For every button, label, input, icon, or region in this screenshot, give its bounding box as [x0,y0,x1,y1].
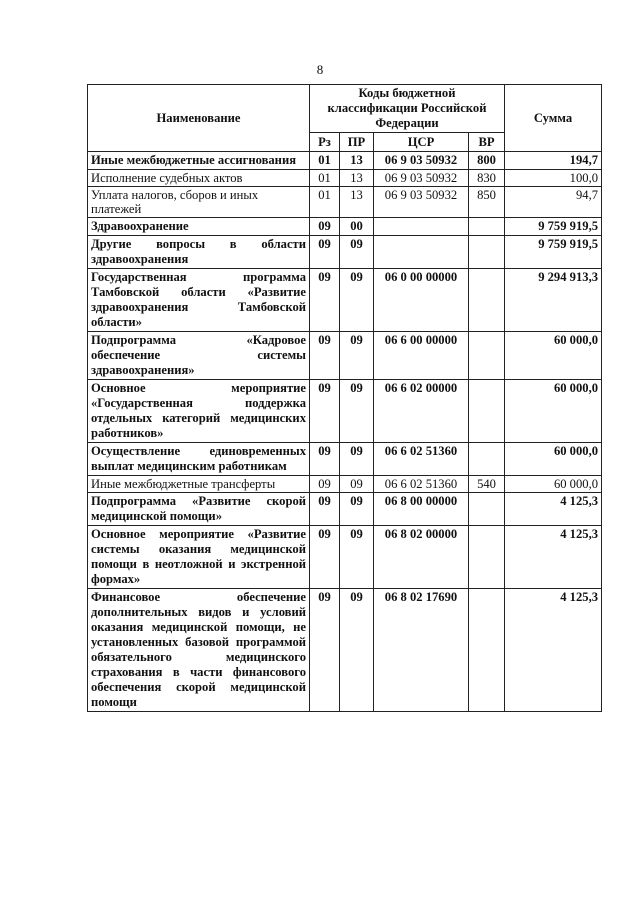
row-csr: 06 0 00 00000 [374,269,469,332]
row-rz: 09 [310,526,340,589]
row-vr [469,236,505,269]
row-name: Уплата налогов, сборов и иных платежей [88,187,310,218]
row-sum: 4 125,3 [505,493,602,526]
row-csr: 06 8 02 17690 [374,589,469,712]
row-rz: 01 [310,152,340,170]
row-sum: 60 000,0 [505,443,602,476]
row-name: Исполнение судебных актов [88,170,310,187]
header-csr: ЦСР [374,133,469,152]
table-row [88,589,602,712]
row-vr [469,493,505,526]
row-pr: 13 [340,187,374,218]
row-sum: 4 125,3 [505,526,602,589]
table-row [88,476,602,493]
row-rz: 09 [310,218,340,236]
row-vr [469,526,505,589]
row-csr: 06 6 00 00000 [374,332,469,380]
row-vr: 540 [469,476,505,493]
row-name: Финансовое обеспечение дополнительных видов и условий оказания медицинской помощи, не установленных базовой программой обязательного медицинского страхования в части финансового обеспечения скорой медицинской помощи [88,589,310,712]
row-csr [374,236,469,269]
row-csr: 06 9 03 50932 [374,187,469,218]
row-vr [469,218,505,236]
table-row [88,380,602,443]
row-name: Иные межбюджетные трансферты [88,476,310,493]
row-name: Подпрограмма «Кадровое обеспечение системы здравоохранения» [88,332,310,380]
row-rz: 09 [310,380,340,443]
row-csr: 06 6 02 51360 [374,476,469,493]
table-row [88,443,602,476]
row-sum: 9 759 919,5 [505,218,602,236]
row-pr: 09 [340,380,374,443]
table-row [88,269,602,332]
row-rz: 09 [310,236,340,269]
row-vr [469,332,505,380]
row-vr [469,589,505,712]
row-pr: 09 [340,332,374,380]
row-sum: 60 000,0 [505,380,602,443]
row-vr: 800 [469,152,505,170]
row-name: Другие вопросы в области здравоохранения [88,236,310,269]
header-name: Наименование [88,85,310,152]
row-vr: 850 [469,187,505,218]
row-name: Подпрограмма «Развитие скорой медицинской помощи» [88,493,310,526]
row-pr: 09 [340,476,374,493]
page-number: 8 [316,62,324,77]
row-csr: 06 6 02 51360 [374,443,469,476]
table-row [88,526,602,589]
row-pr: 13 [340,152,374,170]
row-sum: 194,7 [505,152,602,170]
header-sum: Сумма [505,85,602,152]
row-csr: 06 8 00 00000 [374,493,469,526]
header-pr: ПР [340,133,374,152]
row-name: Основное мероприятие «Развитие системы оказания медицинской помощи в неотложной и экстренной формах» [88,526,310,589]
row-sum: 100,0 [505,170,602,187]
row-name: Осуществление единовременных выплат медицинским работникам [88,443,310,476]
table-row [88,236,602,269]
row-rz: 09 [310,476,340,493]
row-sum: 94,7 [505,187,602,218]
row-sum: 60 000,0 [505,476,602,493]
row-pr: 09 [340,589,374,712]
row-rz: 01 [310,170,340,187]
table-row [88,332,602,380]
row-name: Основное мероприятие «Государственная поддержка отдельных категорий медицинских работников» [88,380,310,443]
row-csr: 06 9 03 50932 [374,152,469,170]
row-name: Государственная программа Тамбовской области «Развитие здравоохранения Тамбовской области» [88,269,310,332]
row-vr [469,380,505,443]
row-pr: 09 [340,526,374,589]
budget-table [87,84,602,712]
row-csr: 06 6 02 00000 [374,380,469,443]
row-pr: 13 [340,170,374,187]
row-rz: 09 [310,443,340,476]
row-csr: 06 9 03 50932 [374,170,469,187]
row-sum: 9 759 919,5 [505,236,602,269]
row-vr [469,443,505,476]
row-sum: 9 294 913,3 [505,269,602,332]
row-sum: 60 000,0 [505,332,602,380]
row-name: Иные межбюджетные ассигнования [88,152,310,170]
row-rz: 09 [310,332,340,380]
table-row [88,187,602,218]
row-rz: 09 [310,589,340,712]
table-row [88,152,602,170]
row-pr: 00 [340,218,374,236]
header-rz: Рз [310,133,340,152]
row-sum: 4 125,3 [505,589,602,712]
row-rz: 09 [310,269,340,332]
row-rz: 01 [310,187,340,218]
row-vr: 830 [469,170,505,187]
table-row [88,170,602,187]
table-row [88,218,602,236]
row-pr: 09 [340,236,374,269]
row-name: Здравоохранение [88,218,310,236]
row-csr: 06 8 02 00000 [374,526,469,589]
header-vr: ВР [469,133,505,152]
header-codes-group: Коды бюджетной классификации Российской Федерации [310,85,505,133]
row-pr: 09 [340,443,374,476]
row-rz: 09 [310,493,340,526]
row-pr: 09 [340,493,374,526]
table-row [88,493,602,526]
row-pr: 09 [340,269,374,332]
row-csr [374,218,469,236]
row-vr [469,269,505,332]
